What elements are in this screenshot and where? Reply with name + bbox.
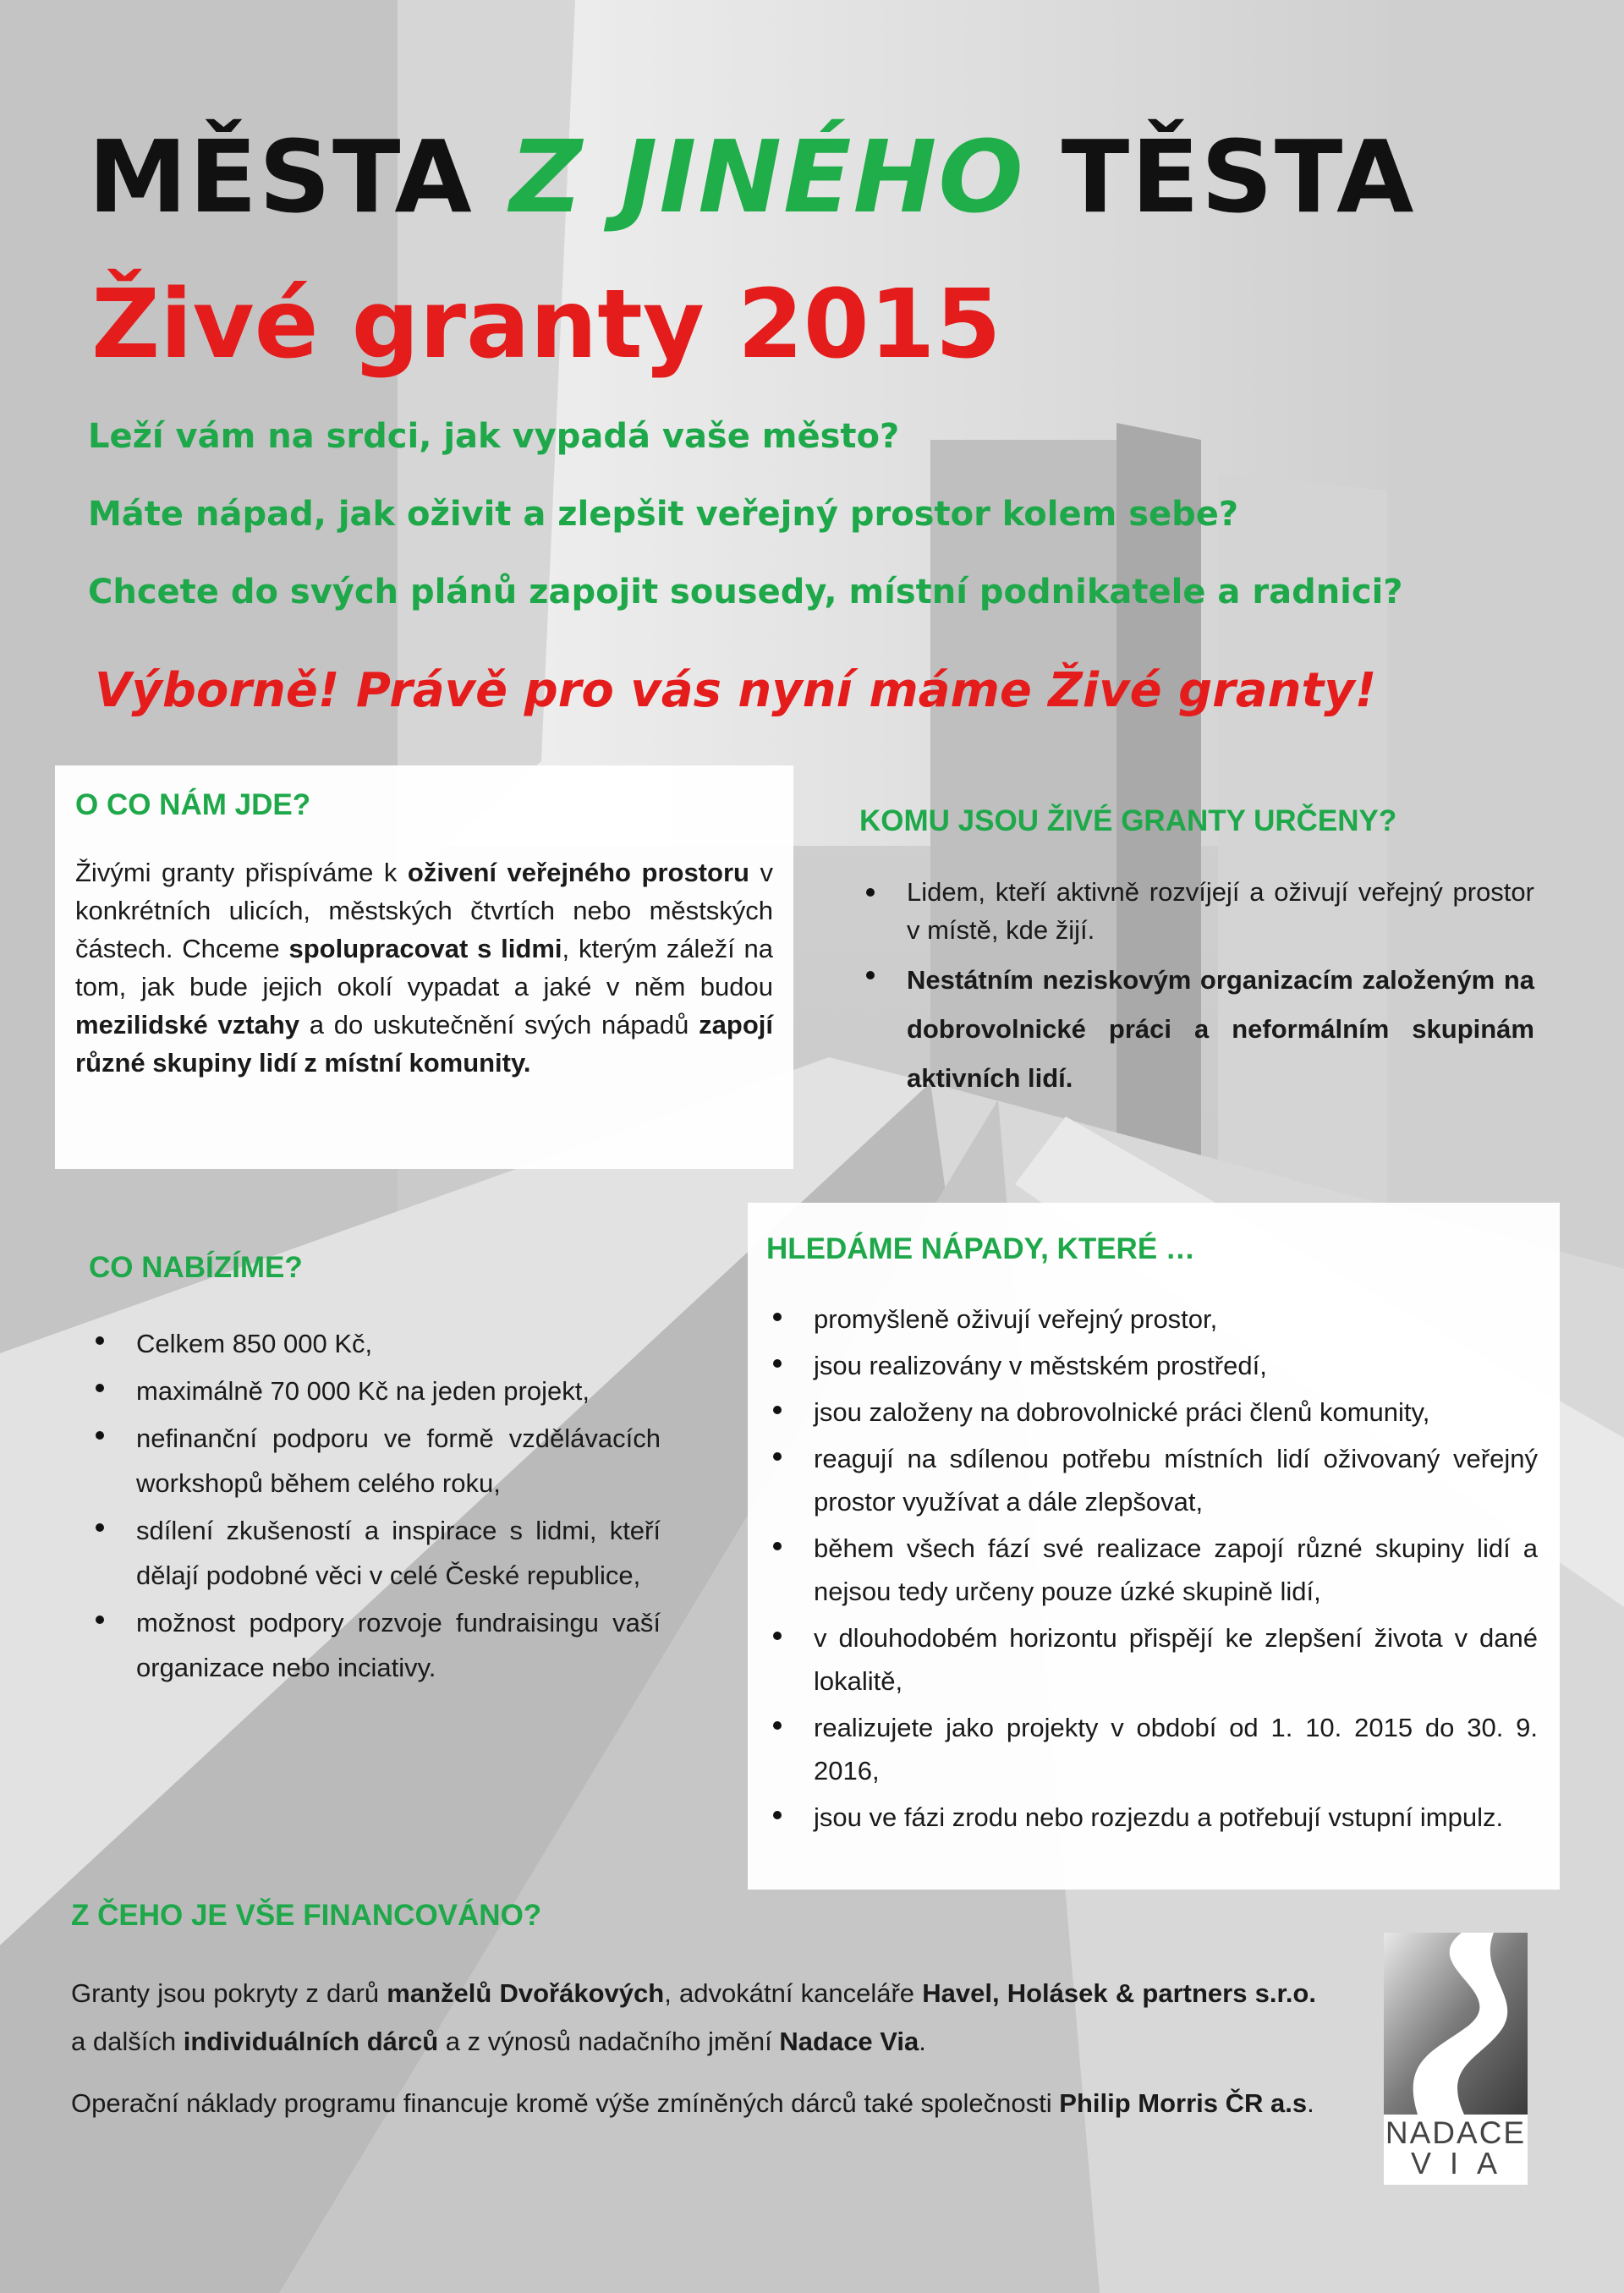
list-item: promyšleně oživují veřejný prostor, — [766, 1297, 1538, 1341]
list-item: Lidem, kteří aktivně rozvíjejí a oživují veřejný prostor v místě, kde žijí. — [859, 873, 1534, 949]
about-emphasis: zapojí různé skupiny lidí z místní komunity. — [75, 1010, 773, 1078]
list-item: Celkem 850 000 Kč, — [89, 1321, 661, 1366]
target-list — [859, 873, 1534, 1103]
offer-heading: CO NABÍZÍME? — [89, 1251, 303, 1284]
logo-swirl-icon — [1384, 1933, 1528, 2115]
funding-text-part: a dalších — [71, 2027, 184, 2056]
list-item: možnost podpory rozvoje fundraisingu vaší organizace nebo inciativy. — [89, 1600, 661, 1690]
list-item: jsou ve fázi zrodu nebo rozjezdu a potřebují vstupní impulz. — [766, 1796, 1538, 1839]
funding-emphasis: Havel, Holásek & partners s.r.o. — [922, 1978, 1316, 2008]
funding-heading: Z ČEHO JE VŠE FINANCOVÁNO? — [71, 1899, 542, 1932]
subtitle: Živé granty 2015 — [91, 270, 1001, 380]
question-3: Chcete do svých plánů zapojit sousedy, místní podnikatele a radnici? — [88, 573, 1403, 612]
funding-emphasis: Nadace Via — [779, 2027, 919, 2056]
list-item: nefinanční podporu ve formě vzdělávacích workshopů během celého roku, — [89, 1416, 661, 1506]
ideas-box — [748, 1203, 1560, 1890]
target-heading: KOMU JSOU ŽIVÉ GRANTY URČENY? — [859, 804, 1397, 837]
funding-emphasis: individuálních dárců — [183, 2027, 439, 2056]
about-text-part: , kterým záleží na tom, jak bude jejich okolí vypadat a jaké v něm budou — [75, 934, 773, 1001]
funding-text-part: Granty jsou pokryty z darů — [71, 1978, 387, 2008]
funding-text-part: . — [919, 2027, 926, 2056]
ideas-heading: HLEDÁME NÁPADY, KTERÉ … — [766, 1232, 1195, 1265]
funding-text-part: a z výnosů nadačního jmění — [438, 2027, 780, 2056]
list-item: reagují na sdílenou potřebu místních lidí oživovaný veřejný prostor využívat a dále zlepšovat, — [766, 1437, 1538, 1523]
funding-text-part: Operační náklady programu financuje kromě výše zmíněných dárců také společnosti — [71, 2088, 1060, 2118]
list-item: v dlouhodobém horizontu přispějí ke zlepšení života v dané lokalitě, — [766, 1616, 1538, 1703]
funding-text-part: . — [1307, 2088, 1314, 2118]
list-item: během všech fází své realizace zapojí různé skupiny lidí a nejsou tedy určeny pouze úzké skupině lidí, — [766, 1527, 1538, 1613]
question-2: Máte nápad, jak oživit a zlepšit veřejný prostor kolem sebe? — [88, 495, 1239, 534]
about-text-part: v konkrétních ulicích, městských čtvrtích nebo městských částech. Chceme — [75, 858, 773, 963]
funding-emphasis: manželů Dvořákových — [387, 1978, 665, 2008]
logo-text-via: VIA — [1410, 2146, 1517, 2181]
offer-box — [70, 1226, 679, 1802]
main-title — [88, 118, 1416, 235]
offer-list — [89, 1321, 661, 1690]
about-emphasis: spolupracovat s lidmi — [288, 934, 562, 963]
about-box — [55, 765, 793, 1169]
about-text-part: Živými granty přispíváme k — [75, 858, 408, 887]
list-item: jsou realizovány v městském prostředí, — [766, 1344, 1538, 1387]
nadace-via-logo — [1384, 1933, 1528, 2185]
about-heading: O CO NÁM JDE? — [75, 788, 311, 821]
exclamation: Výborně! Právě pro vás nyní máme Živé granty! — [95, 663, 1377, 718]
list-item: sdílení zkušeností a inspirace s lidmi, kteří dělají podobné věci v celé České republice, — [89, 1508, 661, 1598]
title-word-z-jineho: Z JINÉHO — [509, 118, 1025, 235]
funding-emphasis: Philip Morris ČR a.s — [1059, 2088, 1308, 2118]
about-emphasis: mezilidské vztahy — [75, 1010, 300, 1040]
about-text — [75, 853, 773, 1082]
logo-text-nadace: NADACE — [1385, 2115, 1527, 2150]
target-box — [829, 780, 1565, 1135]
about-emphasis: oživení veřejného prostoru — [407, 858, 749, 887]
funding-text-part: , advokátní kanceláře — [664, 1978, 923, 2008]
funding-box — [71, 1898, 1316, 2186]
about-text-part: a do uskutečnění svých nápadů — [299, 1010, 700, 1040]
title-word-testa: TĚSTA — [1061, 118, 1416, 235]
list-item: Nestátním neziskovým organizacím založeným na dobrovolnické práci a neformálním skupinám aktivních lidí. — [859, 956, 1534, 1103]
title-word-mesta: MĚSTA — [88, 118, 474, 235]
list-item: realizujete jako projekty v období od 1. 10. 2015 do 30. 9. 2016, — [766, 1706, 1538, 1792]
ideas-list — [766, 1297, 1538, 1839]
list-item: jsou založeny na dobrovolnické práci členů komunity, — [766, 1391, 1538, 1434]
funding-paragraph-1 — [71, 1969, 1316, 2065]
funding-paragraph-2 — [71, 2079, 1316, 2127]
list-item: maximálně 70 000 Kč na jeden projekt, — [89, 1369, 661, 1413]
question-1: Leží vám na srdci, jak vypadá vaše město? — [88, 417, 900, 456]
